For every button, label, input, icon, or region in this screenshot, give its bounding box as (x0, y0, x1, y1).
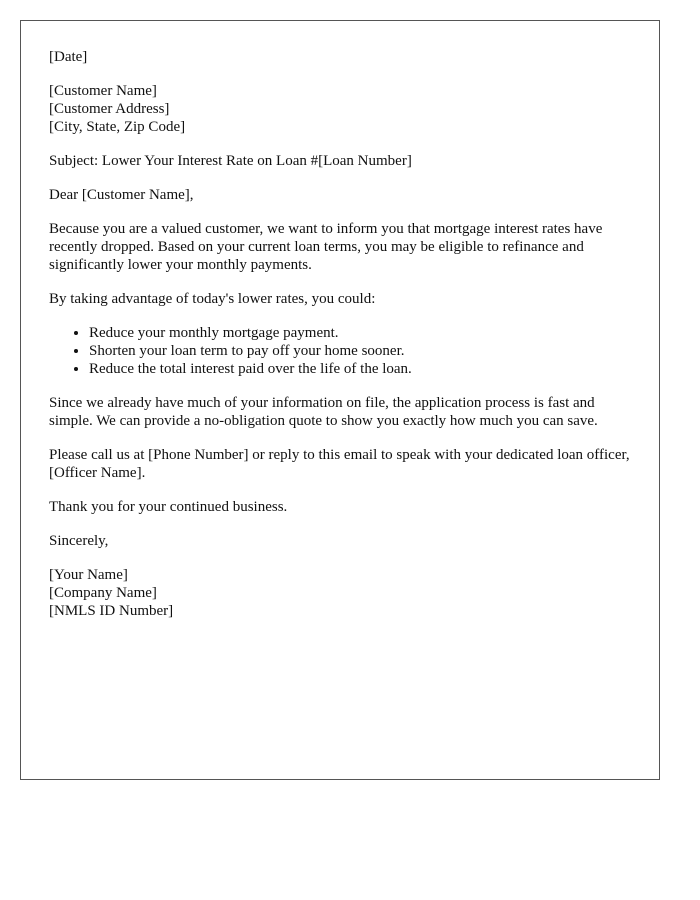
letter-paragraph-3: Since we already have much of your information on file, the application process is fast and simple. We can provide a no-obligation quote to show you exactly how much you can save. (49, 395, 598, 429)
signature-block (49, 566, 631, 620)
signature-nmls: [NMLS ID Number] (49, 603, 174, 619)
letter-paragraph-4: Please call us at [Phone Number] or reply to this email to speak with your dedicated loan officer, [Officer Name]. (49, 447, 630, 481)
recipient-city-state-zip: [City, State, Zip Code] (49, 119, 186, 135)
list-item: • Reduce the total interest paid over the life of the loan. (89, 360, 631, 378)
letter-subject: Subject: Lower Your Interest Rate on Loan #[Loan Number] (49, 153, 412, 169)
letter-paragraph-1: Because you are a valued customer, we want to inform you that mortgage interest rates have recently dropped. Based on your current loan terms, you may be eligible to refinance and significantly lower your monthly payments. (49, 221, 603, 273)
letter-paragraph-5: Thank you for your continued business. (49, 499, 288, 515)
benefits-list (49, 324, 631, 378)
signature-company: [Company Name] (49, 585, 157, 601)
recipient-block (49, 82, 631, 136)
letter-date: [Date] (49, 49, 88, 65)
list-item: • Shorten your loan term to pay off your home sooner. (89, 342, 631, 360)
letter-paragraph-2: By taking advantage of today's lower rates, you could: (49, 291, 376, 307)
letter-closing: Sincerely, (49, 533, 109, 549)
recipient-address: [Customer Address] (49, 101, 170, 117)
signature-name: [Your Name] (49, 567, 128, 583)
recipient-name: [Customer Name] (49, 83, 157, 99)
letter-salutation: Dear [Customer Name], (49, 187, 194, 203)
list-item: • Reduce your monthly mortgage payment. (89, 324, 631, 342)
letter-page (20, 20, 660, 780)
